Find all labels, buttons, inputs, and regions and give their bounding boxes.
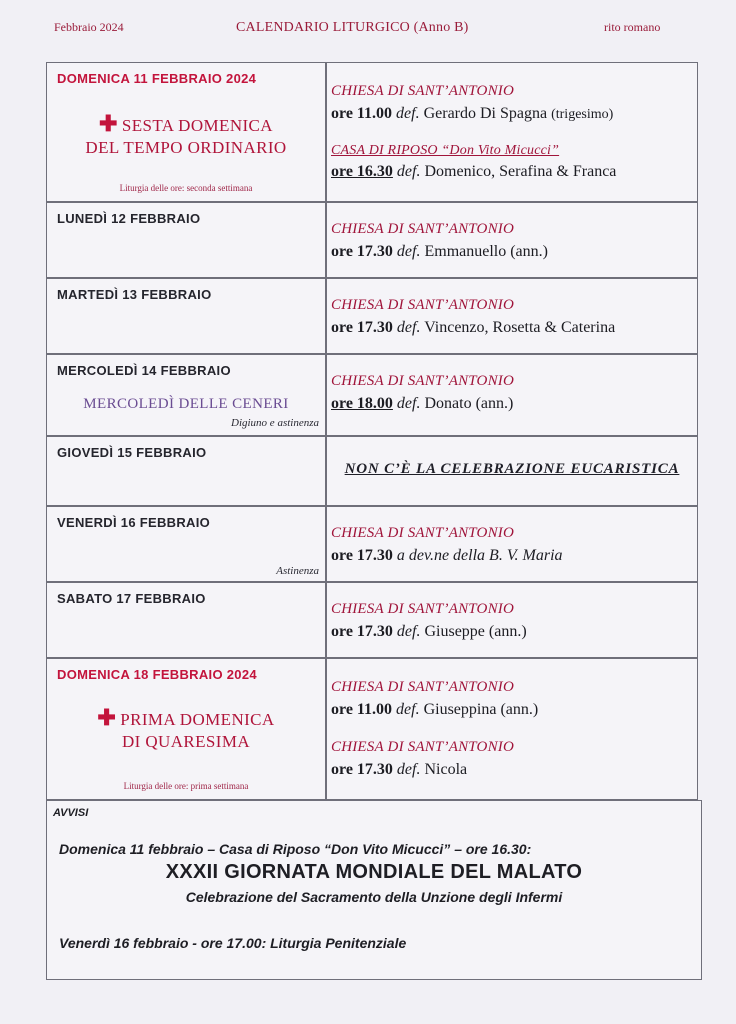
header-title: CALENDARIO LITURGICO (Anno B) — [236, 20, 469, 35]
day-row-sunday-11 — [46, 62, 698, 202]
cross-icon: ✚ — [99, 111, 118, 136]
notice-line: Celebrazione del Sacramento della Unzione degli Infermi — [185, 889, 563, 905]
notices-title: AVVISI — [53, 807, 89, 819]
day-cell — [46, 278, 326, 354]
day-cell — [46, 436, 326, 506]
no-celebration-notice: NON C’È LA CELEBRAZIONE EUCARISTICA — [344, 461, 680, 477]
feast-title: ✚ PRIMA DOMENICA DI QUARESIMA — [97, 705, 275, 751]
mass-cell — [326, 436, 698, 506]
day-label: SABATO 17 FEBBRAIO — [57, 591, 206, 606]
church-name: CASA DI RIPOSO “Don Vito Micucci” — [331, 143, 560, 158]
day-label: LUNEDÌ 12 FEBBRAIO — [57, 211, 201, 226]
day-cell — [46, 62, 326, 202]
church-name: CHIESA DI SANT’ANTONIO — [331, 739, 515, 755]
feast-title: ✚ SESTA DOMENICA DEL TEMPO ORDINARIO — [85, 111, 287, 157]
mass-cell — [326, 278, 698, 354]
feast-title: MERCOLEDÌ DELLE CENERI — [83, 396, 289, 412]
day-row-wednesday-14 — [46, 354, 698, 436]
liturgia-note: Liturgia delle ore: prima settimana — [123, 781, 249, 791]
church-name: CHIESA DI SANT’ANTONIO — [331, 221, 515, 237]
day-row-friday-16 — [46, 506, 698, 582]
day-row-tuesday-13 — [46, 278, 698, 354]
day-cell — [46, 202, 326, 278]
notice-line: Domenica 11 febbraio – Casa di Riposo “Don Vito Micucci” – ore 16.30: — [59, 841, 532, 857]
mass-cell — [326, 658, 698, 800]
day-label: MARTEDÌ 13 FEBBRAIO — [57, 287, 212, 302]
mass-line: ore 11.00 def. Giuseppina (ann.) — [331, 701, 539, 718]
day-label: MERCOLEDÌ 14 FEBBRAIO — [57, 363, 231, 378]
day-row-sunday-18 — [46, 658, 698, 800]
day-cell — [46, 582, 326, 658]
mass-line: ore 17.30 a dev.ne della B. V. Maria — [331, 547, 563, 564]
day-cell — [46, 354, 326, 436]
mass-cell — [326, 202, 698, 278]
mass-line: ore 18.00 def. Donato (ann.) — [331, 395, 514, 412]
header-rite: rito romano — [604, 20, 661, 34]
church-name: CHIESA DI SANT’ANTONIO — [331, 83, 515, 99]
liturgia-note: Liturgia delle ore: seconda settimana — [119, 183, 253, 193]
church-name: CHIESA DI SANT’ANTONIO — [331, 601, 515, 617]
day-label: DOMENICA 11 FEBBRAIO 2024 — [57, 71, 257, 86]
fasting-note: Digiuno e astinenza — [231, 417, 319, 429]
day-cell — [46, 658, 326, 800]
church-name: CHIESA DI SANT’ANTONIO — [331, 373, 515, 389]
mass-cell — [326, 354, 698, 436]
mass-line: ore 17.30 def. Giuseppe (ann.) — [331, 623, 527, 640]
notice-line: Venerdì 16 febbraio - ore 17.00: Liturgia Penitenziale — [59, 935, 407, 951]
cross-icon: ✚ — [97, 705, 117, 730]
day-cell — [46, 506, 326, 582]
mass-line: ore 11.00 def. Gerardo Di Spagna (trigesimo) — [331, 105, 614, 122]
day-label: GIOVEDÌ 15 FEBBRAIO — [57, 445, 207, 460]
header-month: Febbraio 2024 — [54, 20, 124, 34]
notice-headline: XXXII GIORNATA MONDIALE DEL MALATO — [165, 861, 583, 883]
mass-line: ore 16.30 def. Domenico, Serafina & Franca — [331, 163, 617, 180]
church-name: CHIESA DI SANT’ANTONIO — [331, 525, 515, 541]
mass-cell — [326, 506, 698, 582]
mass-cell — [326, 582, 698, 658]
day-label: DOMENICA 18 FEBBRAIO 2024 — [57, 667, 257, 682]
mass-line: ore 17.30 def. Nicola — [331, 761, 468, 778]
day-label: VENERDÌ 16 FEBBRAIO — [57, 515, 211, 530]
notices-box — [46, 800, 702, 980]
mass-cell — [326, 62, 698, 202]
abstinence-note: Astinenza — [276, 565, 319, 577]
church-name: CHIESA DI SANT’ANTONIO — [331, 297, 515, 313]
church-name: CHIESA DI SANT’ANTONIO — [331, 679, 515, 695]
mass-line: ore 17.30 def. Vincenzo, Rosetta & Caterina — [331, 319, 616, 336]
day-row-monday-12 — [46, 202, 698, 278]
day-row-thursday-15 — [46, 436, 698, 506]
day-row-saturday-17 — [46, 582, 698, 658]
mass-line: ore 17.30 def. Emmanuello (ann.) — [331, 243, 548, 260]
